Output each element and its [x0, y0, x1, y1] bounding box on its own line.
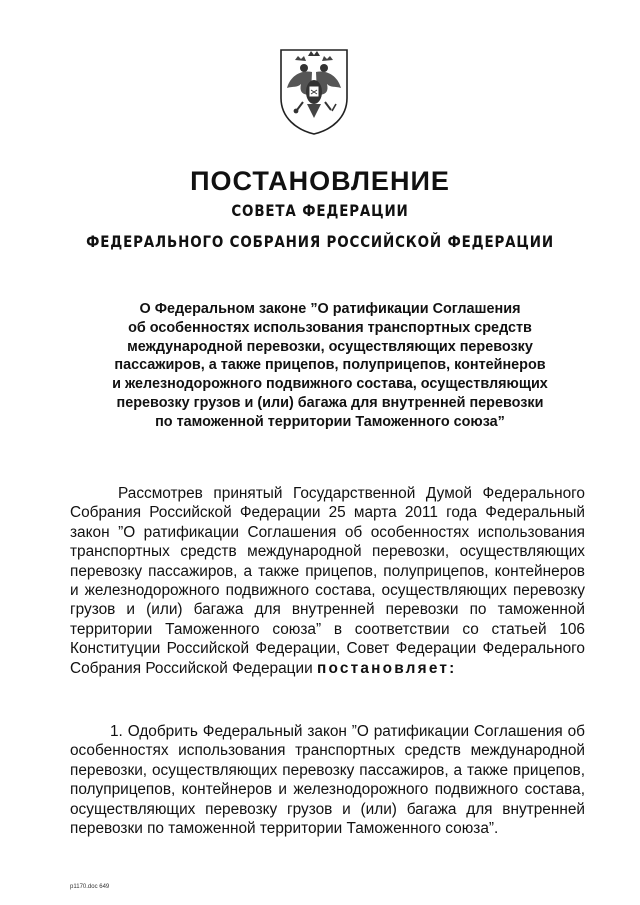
document-title: ПОСТАНОВЛЕНИЕ [190, 166, 450, 196]
subject-line: пассажиров, а также прицепов, полуприцепов, контейнеров [114, 357, 546, 374]
issuer-line-2: ФЕДЕРАЛЬНОГО СОБРАНИЯ РОССИЙСКОЙ ФЕДЕРАЦИИ [86, 232, 554, 251]
subject-line: и железнодорожного подвижного состава, осуществляющих [112, 376, 548, 393]
issuer-line-1: СОВЕТА ФЕДЕРАЦИИ [231, 201, 409, 220]
resolution-subject [70, 300, 590, 432]
subject-line: по таможенной территории Таможенного союза” [155, 413, 505, 430]
file-reference: p1170.doc 649 [70, 884, 110, 890]
preamble-text: Рассмотрев принятый Государственной Думой Федерального Собрания Российской Федерации 25 марта 2011 года Федеральный закон ”О ратификации Соглашения об особенностях использования транспортных средств международной перевозки, осуществляющих перевозку пассажиров, а также прицепов, полуприцепов, контейнеров и железнодорожного подвижного состава, осуществляющих перевозку грузов и (или) багажа для внутренней перевозки по таможенной территории Таможенного союза” в соответствии со статьей 106 Конституции Российской Федерации, Совет Федерации Федерального Собрания Российской Федерации [70, 485, 585, 677]
preamble-paragraph [70, 484, 585, 678]
resolution-item-1: 1. Одобрить Федеральный закон ”О ратификации Соглашения об особенностях использования транспортных средств международной перевозки, осуществляющих перевозку пассажиров, а также прицепов, полуприцепов, контейнеров и железнодорожного подвижного состава, осуществляющих перевозку грузов и (или) багажа для внутренней перевозки по таможенной территории Таможенного союза”. [70, 723, 585, 838]
resolves-word: постановляет [316, 659, 450, 677]
russian-coat-of-arms-icon [275, 44, 353, 136]
subject-line: об особенностях использования транспортных средств [128, 319, 532, 336]
subject-line: О Федеральном законе ”О ратификации Соглашения [139, 301, 521, 317]
subject-line: перевозку грузов и (или) багажа для внутренней перевозки [116, 394, 544, 411]
subject-line: международной перевозки, осуществляющих перевозку [127, 338, 533, 355]
resolves-colon: : [449, 659, 457, 677]
